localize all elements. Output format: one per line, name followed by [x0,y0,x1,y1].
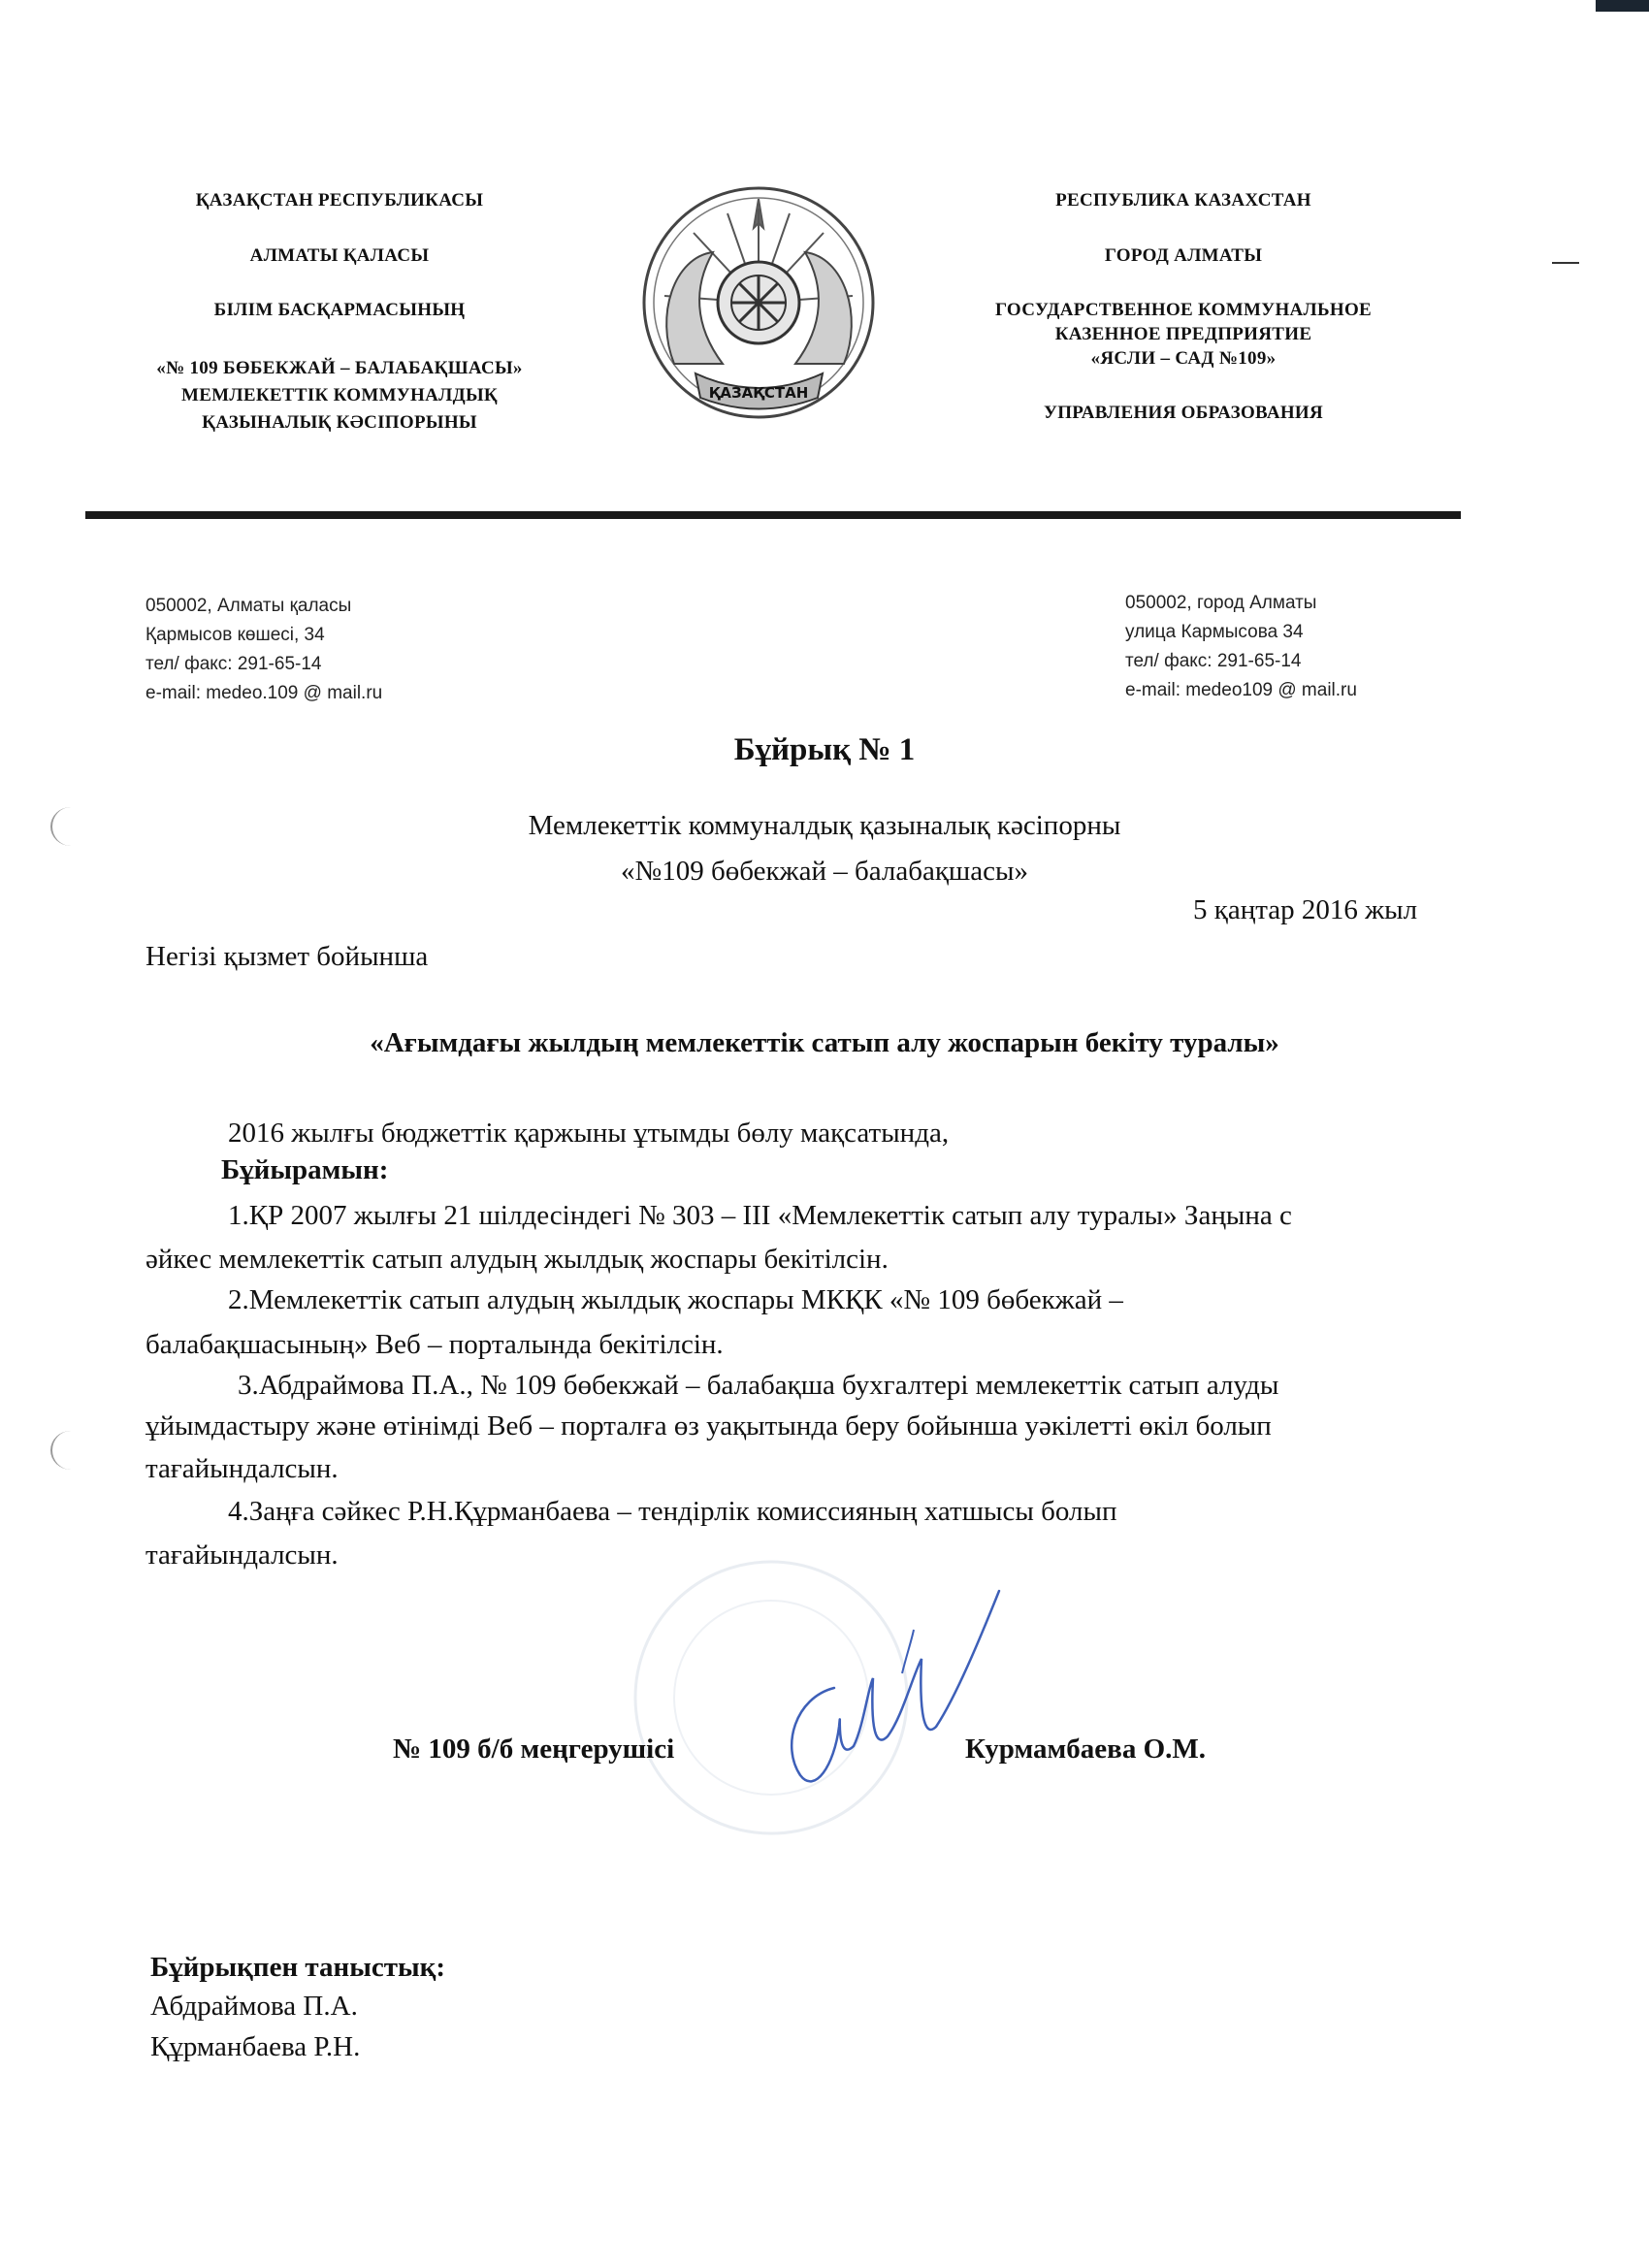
order-subject: «Ағымдағы жылдың мемлекеттік сатып алу жоспарын бекіту туралы» [370,1027,1279,1058]
order-org-line2: «№109 бөбекжай – балабақшасы» [621,856,1028,887]
header-right-dept: УПРАВЛЕНИЯ ОБРАЗОВАНИЯ [1043,403,1324,423]
order-item-line: 1.ҚР 2007 жылғы 21 шілдесіндегі № 303 – ІІІ «Мемлекеттік сатып алу туралы» Заңына с [228,1200,1292,1231]
handwritten-signature [766,1581,1018,1814]
address-left-line: 050002, Алматы қаласы [146,596,352,616]
header-left-country: ҚАЗАҚСТАН РЕСПУБЛИКАСЫ [195,190,484,211]
order-word: Бұйырамын: [221,1154,389,1185]
address-right-line: тел/ факс: 291-65-14 [1125,651,1302,671]
address-right-line: улица Кармысова 34 [1125,622,1304,642]
order-intro: 2016 жылғы бюджеттік қаржыны ұтымды бөлу мақсатында, [228,1118,950,1149]
acquainted-label: Бұйрықпен таныстық: [150,1952,445,1983]
header-left-org-line2: МЕМЛЕКЕТТІК КОММУНАЛДЫҚ [180,385,499,405]
header-left-org-line1: «№ 109 БӨБЕКЖАЙ – БАЛАБАҚШАСЫ» [156,358,523,378]
order-item-line: әйкес мемлекеттік сатып алудың жылдық жоспары бекітілсін. [146,1244,889,1275]
address-left-line: Қармысов көшесі, 34 [146,625,325,645]
order-item-line: 4.Заңға сәйкес Р.Н.Құрманбаева – тендірлік комиссияның хатшысы болып [228,1496,1117,1527]
order-date: 5 қаңтар 2016 жыл [1193,894,1418,925]
emblem-banner-text: ҚАЗАҚСТАН [708,384,809,402]
order-item-line: тағайындалсын. [146,1539,339,1571]
scan-edge-mark [1596,0,1649,12]
order-org-line1: Мемлекеттік коммуналдық қазыналық кәсіпорны [528,810,1121,841]
header-right-country: РЕСПУБЛИКА КАЗАХСТАН [1055,190,1311,211]
header-left-org-line3: ҚАЗЫНАЛЫҚ КӘСІПОРЫНЫ [202,412,477,433]
header-right-org-line3: «ЯСЛИ – САД №109» [1090,348,1277,369]
signature-name: Курмамбаева О.М. [965,1733,1207,1765]
scan-smudge [50,1431,91,1470]
address-left-line: тел/ факс: 291-65-14 [146,654,322,674]
header-left-city: АЛМАТЫ ҚАЛАСЫ [249,245,430,266]
header-right-org-line2: КАЗЕННОЕ ПРЕДПРИЯТИЕ [1054,324,1312,344]
header-divider [85,511,1461,519]
order-item-line: 3.Абдраймова П.А., № 109 бөбекжай – балабақша бухгалтері мемлекеттік сатып алуды [238,1370,1279,1401]
order-item-line: тағайындалсын. [146,1453,339,1484]
state-emblem-icon [635,179,883,427]
address-left-line: e-mail: medeo.109 @ mail.ru [146,683,383,703]
header-left-dept: БІЛІМ БАСҚАРМАСЫНЫҢ [213,300,466,320]
order-title: Бұйрық № 1 [733,732,916,767]
order-item-line: балабақшасының» Веб – порталында бекітілсін. [146,1329,724,1360]
acquainted-name: Абдраймова П.А. [150,1991,358,2022]
header-right-org-line1: ГОСУДАРСТВЕННОЕ КОММУНАЛЬНОЕ [995,300,1372,320]
address-right-line: 050002, город Алматы [1125,593,1317,613]
address-right-line: e-mail: medeo109 @ mail.ru [1125,680,1357,700]
acquainted-name: Құрманбаева Р.Н. [150,2031,361,2062]
signature-position: № 109 б/б меңгерушісі [393,1733,675,1765]
scan-dash [1552,262,1579,264]
header-right-city: ГОРОД АЛМАТЫ [1104,245,1263,266]
order-item-line: ұйымдастыру және өтінімді Веб – порталға өз уақытында беру бойынша уәкілетті өкіл болып [146,1410,1272,1442]
address-right [1125,589,1357,705]
order-basis: Негізі қызмет бойынша [146,941,429,972]
address-left [146,592,382,708]
order-item-line: 2.Мемлекеттік сатып алудың жылдық жоспары МКҚК «№ 109 бөбекжай – [228,1284,1123,1315]
